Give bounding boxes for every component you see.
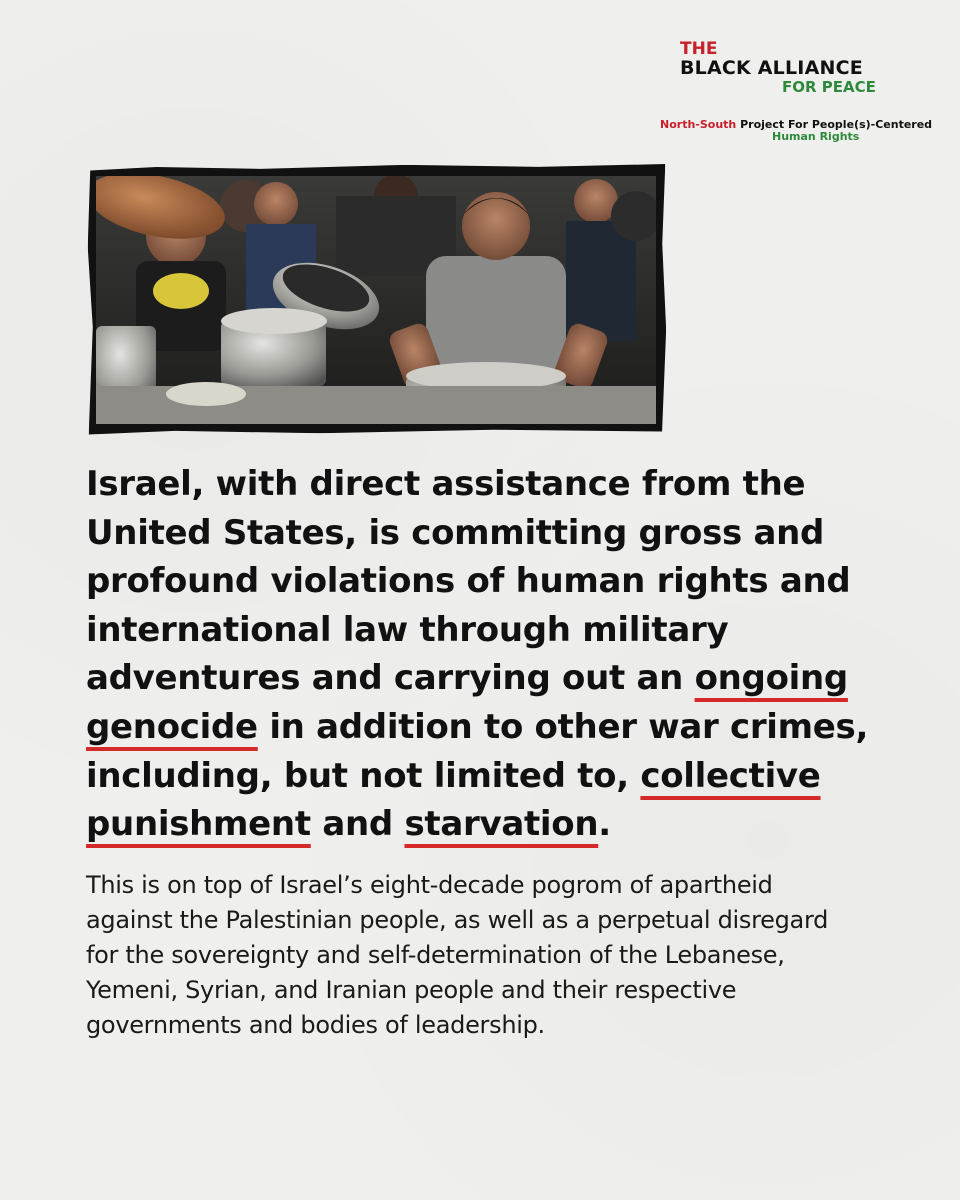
highlight-starvation: starvation: [404, 804, 599, 845]
headline-part-4: .: [598, 804, 611, 845]
news-photo: [96, 176, 656, 424]
headline-part-2: in addition to other war crimes, including, but not limited to,: [86, 706, 869, 796]
logo-line-for-peace: FOR PEACE: [782, 78, 876, 96]
headline-part-1: Israel, with direct assistance from the United States, is committing gross and profound violations of human rights and international law through military adventures and carrying out an: [86, 464, 851, 699]
logo-line-black-alliance: BLACK ALLIANCE: [680, 57, 863, 79]
headline-part-3: and: [310, 804, 405, 845]
highlight-collective-punishment: collective punishment: [86, 755, 821, 845]
logo-tagline-red: North-South: [660, 118, 737, 131]
headline: [86, 460, 886, 849]
logo-tagline-green: Human Rights: [772, 130, 860, 143]
body-paragraph: This is on top of Israel’s eight-decade pogrom of apartheid against the Palestinian people, as well as a perpetual disregard for the sovereignty and self-determination of the Lebanese, Yemeni, Syrian, and Iranian people and their respective governments and bodies of leadership.: [86, 871, 829, 1039]
organization-logo: [660, 39, 933, 143]
logo-tagline-black: Project For People(s)-Centered: [740, 118, 933, 131]
photo-children-holding-pots-icon: [96, 176, 656, 424]
highlight-ongoing-genocide: ongoing genocide: [86, 658, 848, 747]
logo-line-the: THE: [680, 39, 718, 59]
